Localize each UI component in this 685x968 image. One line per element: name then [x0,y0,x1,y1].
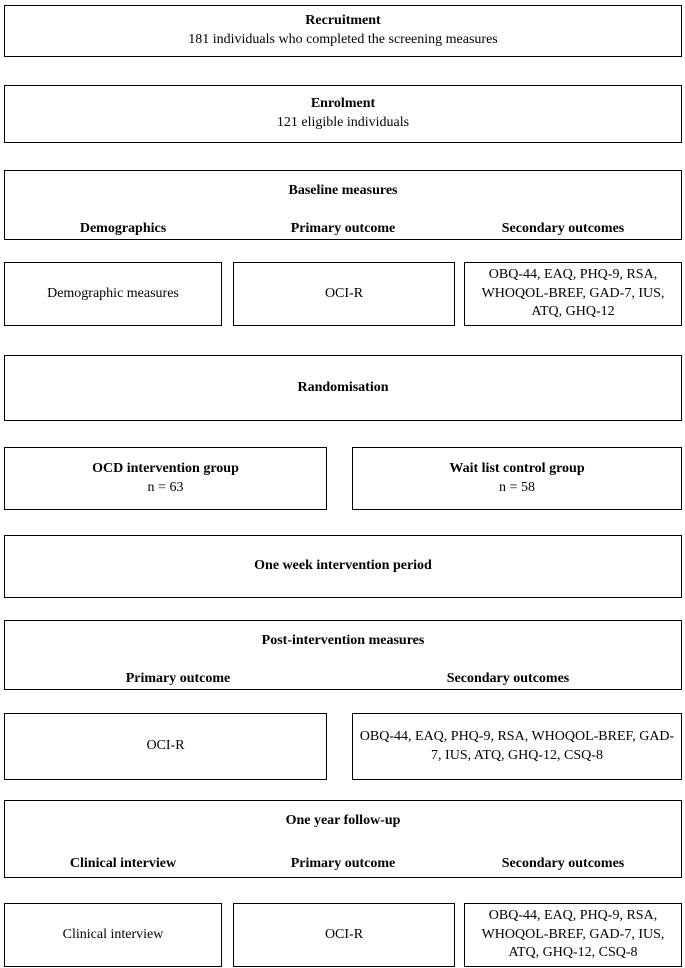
recruitment-subtitle: 181 individuals who completed the screening measures [188,32,498,47]
followup-title: One year follow-up [285,813,401,828]
followup-box [4,800,682,878]
baseline-secondary-outcomes-list: OBQ-44, EAQ, PHQ-9, RSA, WHOQOL-BREF, GAD-7, IUS, ATQ, GHQ-12 [481,266,665,320]
recruitment-box [4,5,682,57]
baseline-col-demographics: Demographics [79,220,167,236]
intervention-period-box [4,535,682,598]
enrolment-subtitle: 121 eligible individuals [276,115,410,130]
baseline-measures-box [4,170,682,240]
ocd-intervention-group-n: n = 63 [147,479,184,495]
post-col-primary-outcome: Primary outcome [125,670,231,686]
followup-column-headers [13,855,673,874]
baseline-primary-outcome-box [233,262,455,326]
baseline-oci-r-label: OCI-R [324,285,364,301]
baseline-col-secondary-outcomes: Secondary outcomes [501,220,625,236]
randomisation-title: Randomisation [297,379,389,395]
enrolment-box [4,85,682,143]
ocd-intervention-group-title: OCD intervention group [92,460,239,476]
followup-secondary-outcomes-list: OBQ-44, EAQ, PHQ-9, RSA, WHOQOL-BREF, GAD-7, IUS, ATQ, GHQ-12, CSQ-8 [481,907,665,961]
wait-list-control-group-title: Wait list control group [449,460,585,476]
post-secondary-outcomes-box [352,713,682,780]
demographic-measures-label: Demographic measures [47,285,179,301]
baseline-column-headers [13,220,673,239]
recruitment-title: Recruitment [305,13,381,29]
followup-col-primary-outcome: Primary outcome [290,855,396,871]
randomisation-box [4,355,682,421]
post-col-secondary-outcomes: Secondary outcomes [446,670,570,686]
demographic-measures-box [4,262,222,326]
clinical-interview-box [4,903,222,967]
followup-oci-r-label: OCI-R [324,926,364,942]
followup-col-secondary-outcomes: Secondary outcomes [501,855,625,871]
followup-col-clinical-interview: Clinical interview [69,855,177,871]
clinical-interview-label: Clinical interview [62,926,164,942]
baseline-col-primary-outcome: Primary outcome [290,220,396,236]
wait-list-control-group-box [352,447,682,510]
followup-secondary-outcomes-box [464,903,682,967]
intervention-period-title: One week intervention period [254,558,432,574]
baseline-title: Baseline measures [288,183,398,198]
post-intervention-column-headers [13,670,673,689]
enrolment-title: Enrolment [310,96,376,112]
post-secondary-outcomes-list: OBQ-44, EAQ, PHQ-9, RSA, WHOQOL-BREF, GAD-7, IUS, ATQ, GHQ-12, CSQ-8 [359,728,675,763]
post-oci-r-label: OCI-R [146,738,185,754]
post-intervention-measures-box [4,620,682,690]
baseline-secondary-outcomes-box [464,262,682,326]
post-intervention-title: Post-intervention measures [261,633,425,648]
post-primary-outcome-box [4,713,327,780]
followup-primary-outcome-box [233,903,455,967]
wait-list-control-group-n: n = 58 [499,479,535,495]
ocd-intervention-group-box [4,447,327,510]
